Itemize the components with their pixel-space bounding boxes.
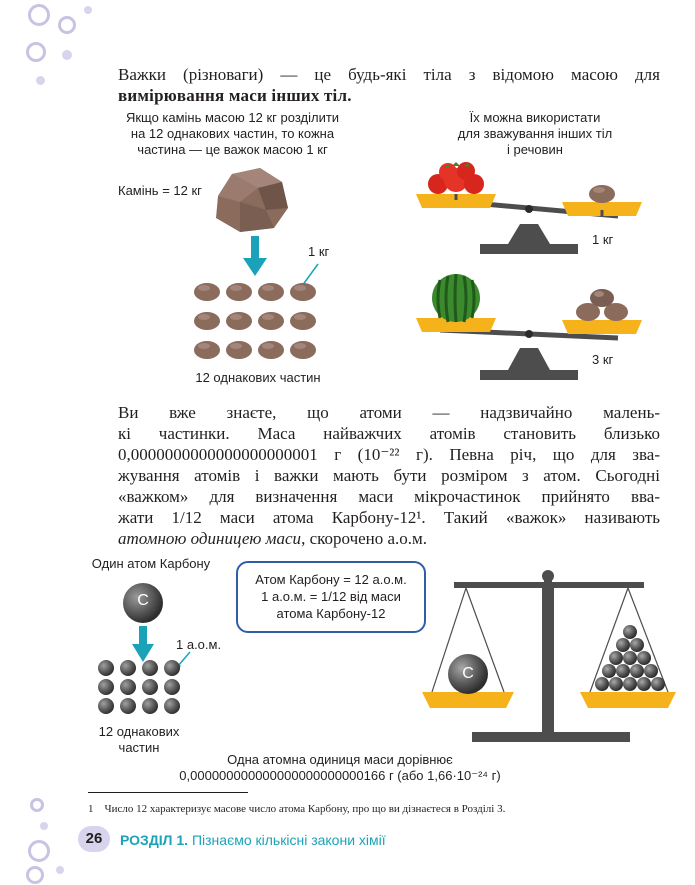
page-number: 26	[85, 830, 103, 847]
scale2-label: 3 кг	[592, 352, 614, 367]
arrow-down-icon	[243, 236, 267, 276]
para2-line-3: 0,0000000000000000000001 г (10⁻²² г). Певна річ, що для зва-	[118, 445, 660, 464]
small-atoms-grid	[96, 660, 188, 716]
stone-image	[210, 166, 290, 234]
twelve-parts-label: 12 однакових частин	[195, 370, 321, 385]
para2-line-5: «важком» для визначення маси мікрочастинок прийнято вва-	[118, 487, 660, 506]
para2-line-4: жування атомів і важки мають бути розміром з атом. Сьогодні	[118, 466, 660, 485]
stone-caption: Якщо камінь масою 12 кг розділити на 12 однакових частин, то кожна частина — це важок масою 1 кг	[125, 110, 340, 157]
intro-line-1: Важки (різноваги) — це будь-які тіла з відомою масою для	[118, 65, 660, 84]
small-stones-grid	[192, 282, 322, 366]
amu-value-caption: Одна атомна одиниця маси дорівнює 0,000000000000000000000000166 г (або 1,66·10⁻²⁴ г)	[179, 752, 501, 783]
twelve-parts-atoms-label: 12 однакових частин	[98, 724, 180, 755]
para2-line-7: атомною одиницею маси, скорочено а.о.м.	[118, 529, 428, 548]
section-footer: РОЗДІЛ 1. Пізнаємо кількісні закони хімії	[120, 832, 386, 848]
para2-line-6: жати 1/12 маси атома Карбону-12¹. Такий «важок» називають	[118, 508, 660, 527]
stone-label: Камінь = 12 кг	[118, 183, 202, 198]
carbon-symbol: С	[137, 592, 149, 609]
carbon-symbol-on-scale: С	[462, 665, 474, 682]
scale1-label: 1 кг	[592, 232, 614, 247]
scales-caption: Їх можна використати для зважування інших тіл і речовин	[457, 110, 613, 157]
amu-term: атомною одиницею маси	[118, 529, 302, 548]
footnote: 1 Число 12 характеризує масове число атома Карбону, про що ви дізнаєтеся в Розділі 3.	[88, 803, 506, 815]
carbon-title: Один атом Карбону	[91, 556, 211, 571]
footnote-rule	[88, 792, 248, 793]
arrow-down-icon-2	[132, 626, 154, 662]
para2-line-1: Ви вже знаєте, що атоми — надзвичайно малень-	[118, 403, 660, 422]
one-kg-label: 1 кг	[308, 244, 330, 259]
intro-line-2: вимірювання маси інших тіл.	[118, 86, 352, 105]
amu-info-box: Атом Карбону = 12 а.о.м. 1 а.о.м. = 1/12 від маси атома Карбону-12	[236, 561, 426, 633]
para2-line-2: кі частинки. Маса найважчих атомів становить близько	[118, 424, 660, 443]
atom-balance-scale	[418, 560, 680, 750]
one-amu-label: 1 а.о.м.	[176, 637, 222, 652]
